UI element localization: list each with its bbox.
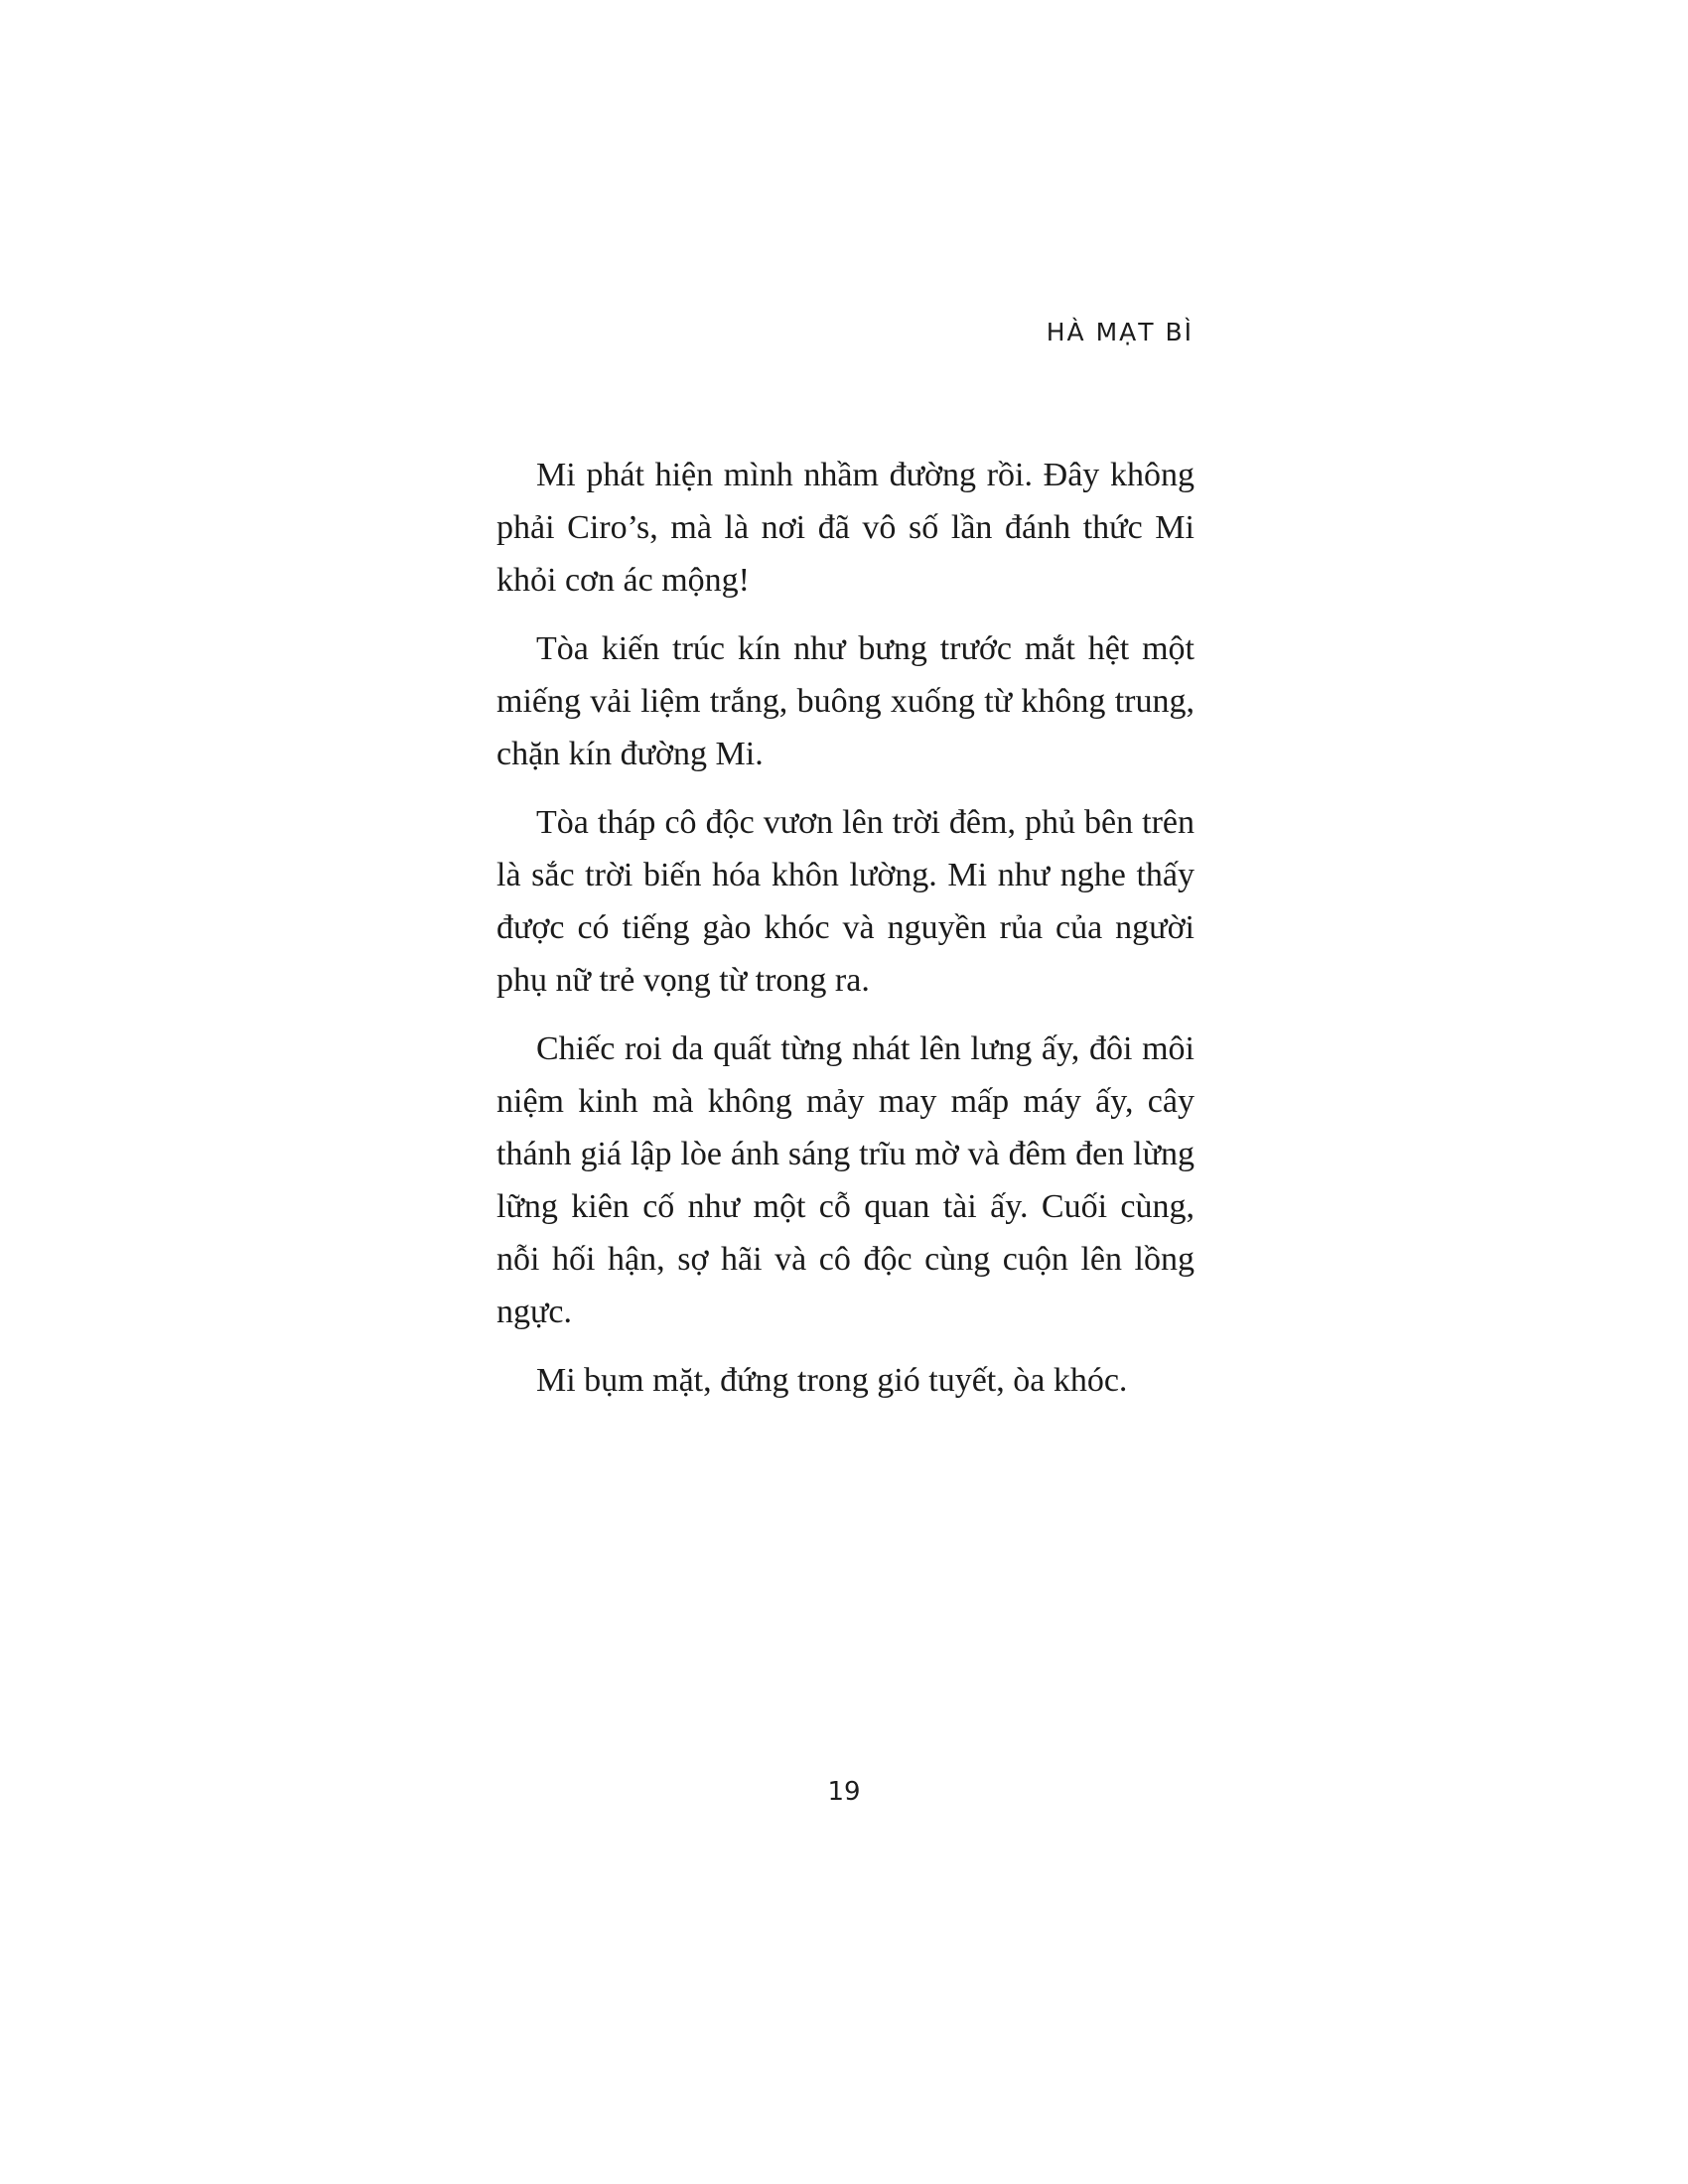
paragraph: Chiếc roi da quất từng nhát lên lưng ấy, đôi môi niệm kinh mà không mảy may mấp máy ấy, cây thánh giá lập lòe ánh sáng trĩu mờ và đêm đen lừng lững kiên cố như một cỗ quan tài ấy. Cuối cùng, nỗi hối hận, sợ hãi và cô độc cùng cuộn lên lồng ngực. [496,1030,1195,1330]
paragraph: Tòa kiến trúc kín như bưng trước mắt hệt một miếng vải liệm trắng, buông xuống từ không trung, chặn kín đường Mi. [496,630,1195,772]
page-number: 19 [827,1777,861,1807]
running-header: HÀ MẠT BÌ [1046,318,1194,346]
paragraph: Tòa tháp cô độc vươn lên trời đêm, phủ bên trên là sắc trời biến hóa khôn lường. Mi như nghe thấy được có tiếng gào khóc và nguyền rủa của người phụ nữ trẻ vọng từ trong ra. [496,804,1195,999]
paragraph: Mi phát hiện mình nhầm đường rồi. Đây không phải Ciro’s, mà là nơi đã vô số lần đánh thức Mi khỏi cơn ác mộng! [496,457,1195,599]
body-text [496,449,1195,1423]
paragraph: Mi bụm mặt, đứng trong gió tuyết, òa khóc. [536,1362,1128,1399]
